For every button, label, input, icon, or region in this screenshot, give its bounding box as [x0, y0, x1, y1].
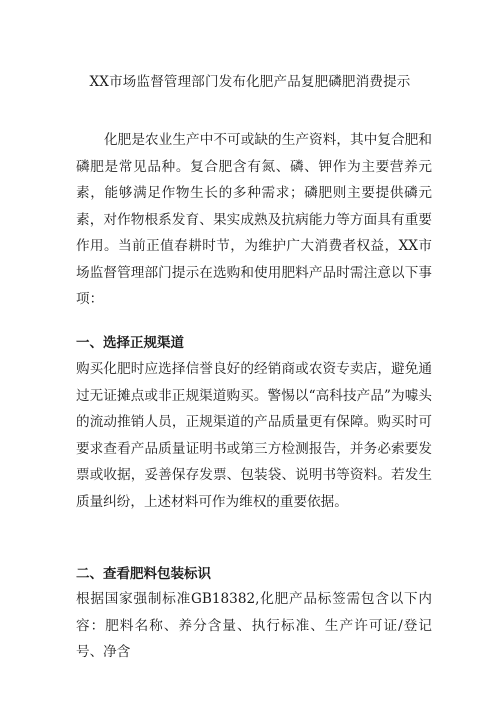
section-text-labels: 根据国家强制标准GB18382,化肥产品标签需包含以下内容：肥料名称、养分含量、执行标准、生产许可证/登记号、净含 [76, 591, 432, 660]
section-heading-channels: 一、选择正规渠道 [76, 335, 184, 351]
intro-paragraph: 化肥是农业生产中不可或缺的生产资料，其中复合肥和磷肥是常见品种。复合肥含有氮、磷、钾作为主要营养元素，能够满足作物生长的多种需求；磷肥则主要提供磷元素，对作物根系发育、果实成熟及抗病能力等方面具有重要作用。当前正值春耕时节，为维护广大消费者权益，XX市场监督管理部门提示在选购和使用肥料产品时需注意以下事项： [76, 132, 432, 307]
section-heading-labels: 二、查看肥料包装标识 [76, 566, 211, 582]
document-title: XX市场监督管理部门发布化肥产品复肥磷肥消费提示 [89, 74, 411, 90]
section-text-channels: 购买化肥时应选择信誉良好的经销商或农资专卖店，避免通过无证摊点或非正规渠道购买。警惕以“高科技产品”为噱头的流动推销人员，正规渠道的产品质量更有保障。购买时可要求查看产品质量证明书或第三方检测报告，并务必索要发票或收据，妥善保存发票、包装袋、说明书等资料。若发生质量纠纷，上述材料可作为维权的重要依据。 [76, 361, 432, 510]
